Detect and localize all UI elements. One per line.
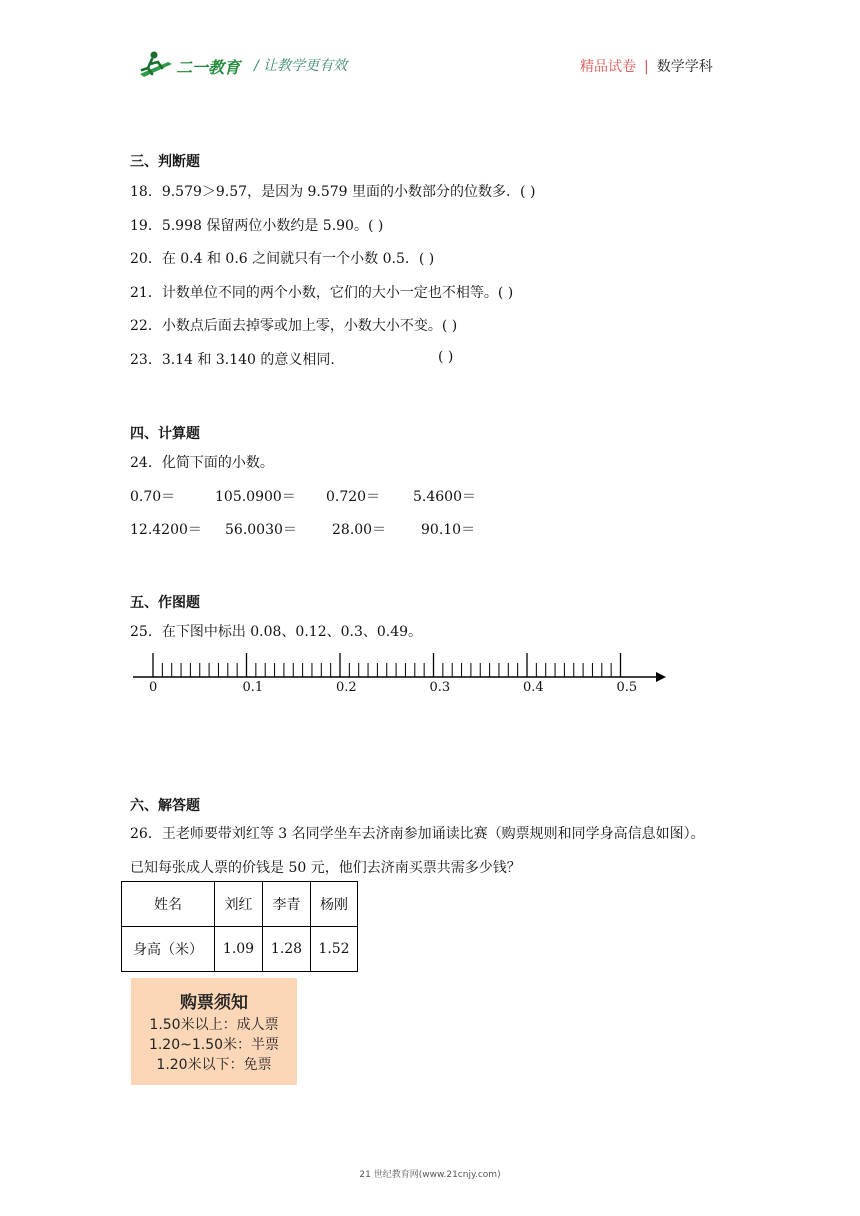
question-20: 20．在 0.4 和 0.6 之间就只有一个小数 0.5．( ) [130,251,435,267]
page-footer: 21 世纪教育网(www.21cnjy.com) [359,1170,501,1180]
question-23-answer-paren: ( ) [438,349,454,365]
question-19: 19．5.998 保留两位小数约是 5.90。( ) [130,218,384,234]
section-title-calculation: 四、计算题 [130,426,200,442]
header-right [580,56,713,76]
question-24: 24．化简下面的小数。 [130,455,274,471]
ticket-notice [131,978,297,1085]
runner-logo-icon [138,50,174,80]
table-cell: 1.09 [215,927,263,972]
number-line [128,648,673,700]
table-cell: 身高（米） [122,927,215,972]
table-row [122,882,358,927]
section-title-drawing: 五、作图题 [130,595,200,611]
calc-item: 12.4200＝ [130,522,202,538]
table-cell: 杨刚 [311,882,358,927]
calc-item: 56.0030＝ [225,522,297,538]
calc-item: 90.10＝ [421,522,476,538]
tick-label: 0.2 [336,680,357,695]
table-cell: 1.52 [311,927,358,972]
header-separator: | [644,59,649,75]
notice-line: 1.50米以上：成人票 [149,1017,279,1033]
arrow-icon [656,672,666,682]
table-row [122,927,358,972]
table-cell: 1.28 [263,927,311,972]
header-subject: 数学学科 [656,59,713,75]
tick-label: 0.1 [242,680,264,695]
notice-line: 1.20米以下：免票 [156,1057,272,1073]
question-18: 18．9.579＞9.57，是因为 9.579 里面的小数部分的位数多．( ) [130,184,536,200]
slogan: / 让教学更有效 [254,58,348,74]
question-21: 21．计数单位不同的两个小数，它们的大小一定也不相等。( ) [130,285,514,301]
section-title-application: 六、解答题 [130,798,200,814]
tick-label: 0.5 [616,680,638,695]
question-25: 25．在下图中标出 0.08、0.12、0.3、0.49。 [130,624,423,640]
notice-line: 1.20~1.50米：半票 [148,1037,280,1053]
calc-item: 28.00＝ [332,522,387,538]
calc-item: 0.720＝ [326,489,381,505]
calc-item: 0.70＝ [130,489,176,505]
table-cell: 李青 [263,882,311,927]
question-22: 22．小数点后面去掉零或加上零，小数大小不变。( ) [130,318,458,334]
section-title-judgement: 三、判断题 [130,154,200,170]
notice-title: 购票须知 [180,993,248,1013]
question-23: 23．3.14 和 3.140 的意义相同. [130,352,335,368]
question-26-line1: 26．王老师要带刘红等 3 名同学坐车去济南参加诵读比赛（购票规则和同学身高信息如图）。 [130,826,705,842]
question-26-line2: 已知每张成人票的价钱是 50 元，他们去济南买票共需多少钱？ [130,860,521,876]
header-label: 精品试卷 [580,59,636,75]
tick-label: 0.4 [523,680,544,695]
table-cell: 刘红 [215,882,263,927]
tick-label: 0.3 [429,680,451,695]
brand-name: 二一教育 [176,58,241,77]
calc-item: 105.0900＝ [215,489,296,505]
table-cell: 姓名 [122,882,215,927]
calc-item: 5.4600＝ [413,489,476,505]
tick-label: 0 [149,680,158,695]
height-table [121,881,358,972]
